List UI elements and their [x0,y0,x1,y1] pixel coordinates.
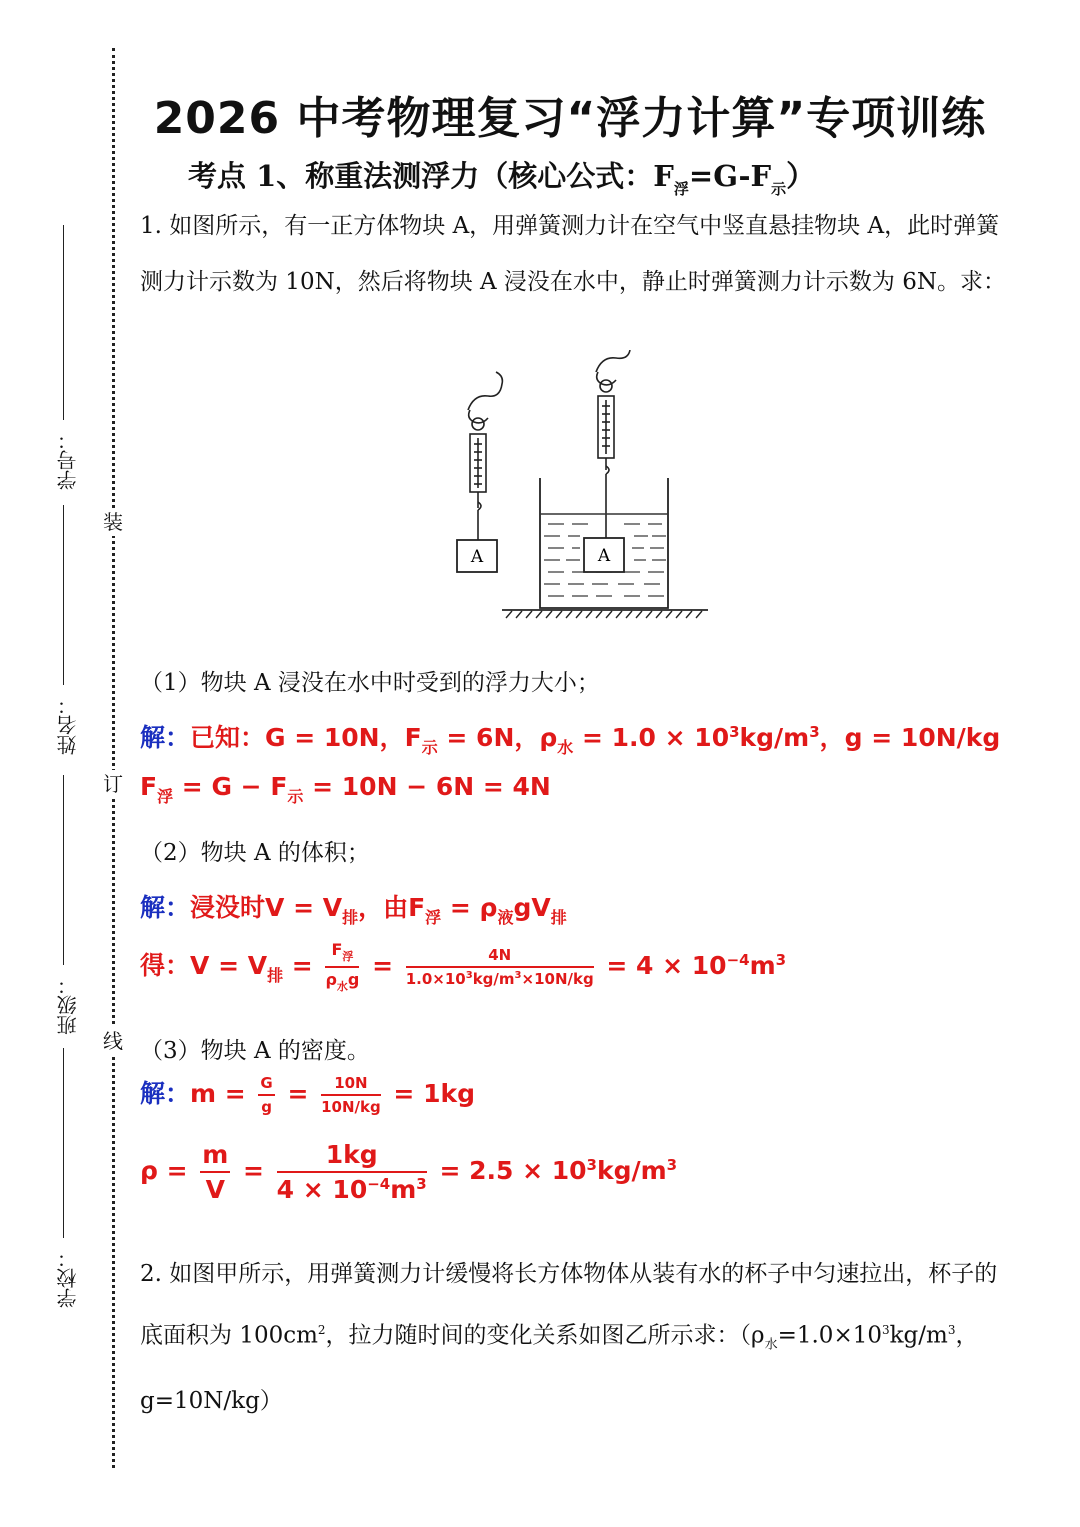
solution-2-line-1: 解：浸没时$V = V_排$，由$F_浮 = \rho_液gV_排$ [140,893,567,927]
spring-scale-figure [440,350,720,625]
question-2: （2）物块 A 的体积； [140,840,370,866]
fraction-m-over-v: $\frac{m}{V}$ [202,1140,229,1204]
solution-2-line-2: 得：$V = V_排$ = $\frac{F_浮}{\rho_水g}$ = $\frac{4N}{1.0\times 10^3kg/m^3\times 10N/kg}$ = $4 \times 10^{-4}m^3$ [140,940,787,993]
binding-word-ding: 订 [103,772,123,796]
fraction-4n-over-denominator: $\frac{4N}{1.0\times 10^3kg/m^3\times 10N/kg}$ [405,946,594,988]
school-underline [63,1048,64,1238]
name-field[interactable] [35,505,80,760]
solution-3-line-2: ρ = $\frac{m}{V}$ = $\frac{1kg}{4 \times 10^{-4}m^3}$ = $2.5 \times 10^3kg/m^3$ [140,1140,678,1204]
school-label: 学校： [56,1248,80,1308]
class-label: 班级： [56,975,80,1035]
binding-dotted-line [112,48,115,1468]
left-hand-icon [468,372,502,430]
name-underline [63,505,64,685]
left-spring-scale [470,434,486,540]
question-3: （3）物块 A 的密度。 [140,1038,370,1064]
right-hand-icon [596,350,630,392]
student-id-field[interactable] [35,225,80,500]
page-title: 2026 中考物理复习“浮力计算”专项训练 [153,93,987,144]
student-id-label: 学号： [56,430,80,490]
student-id-underline [63,225,64,420]
binding-word-zhuang: 装 [103,510,123,534]
fraction-g-over-g: $\frac{G}{g}$ [260,1074,273,1116]
problem2-intro: 2. 如图甲所示，用弹簧测力计缓慢将长方体物体从装有水的杯子中匀速拉出，杯子的底面积为 $100cm^2$，拉力随时间的变化关系如图乙所示求：（$\rho_水=1.0\times 10^3kg/m^3$，g=10N/kg） [140,1261,998,1415]
left-block-label: A [470,547,484,567]
class-field[interactable] [35,775,80,1045]
binding-word-xian: 线 [103,1029,123,1053]
problem1-intro: 1. 如图所示，有一正方体物块 A，用弹簧测力计在空气中竖直悬挂物块 A，此时弹簧测力计示数为 10N，然后将物块 A 浸没在水中，静止时弹簧测力计示数为 6N。求： [140,213,1007,295]
solution-1-line-1: 解：已知：G = 10N，$F_示 = 6N$，$\rho_水 = 1.0 \times 10^3kg/m^3$，g = 10N/kg [140,723,1001,757]
fraction-buoyancy-over-rho-g: $\frac{F_浮}{\rho_水g}$ [325,940,360,993]
solution-3-line-1: 解：m = $\frac{G}{g}$ = $\frac{10N}{10N/kg}$ = 1kg [140,1074,475,1116]
school-field[interactable] [35,1048,80,1313]
right-spring-scale [598,396,614,538]
fraction-1kg-over-volume: $\frac{1kg}{4 \times 10^{-4}m^3}$ [276,1140,427,1204]
ground [502,610,708,618]
class-underline [63,775,64,965]
section-subtitle: 考点 1、称重法测浮力（核心公式：$F_浮=G-F_示$） [188,159,816,198]
name-label: 姓名： [56,695,80,755]
question-1: （1）物块 A 浸没在水中时受到的浮力大小； [140,670,600,696]
solution-1-line-2: $F_浮 = G - F_示 = 10N - 6N = 4N$ [140,772,551,806]
right-block-label: A [597,546,611,566]
fraction-10n-over-10nkg: $\frac{10N}{10N/kg}$ [321,1074,381,1116]
